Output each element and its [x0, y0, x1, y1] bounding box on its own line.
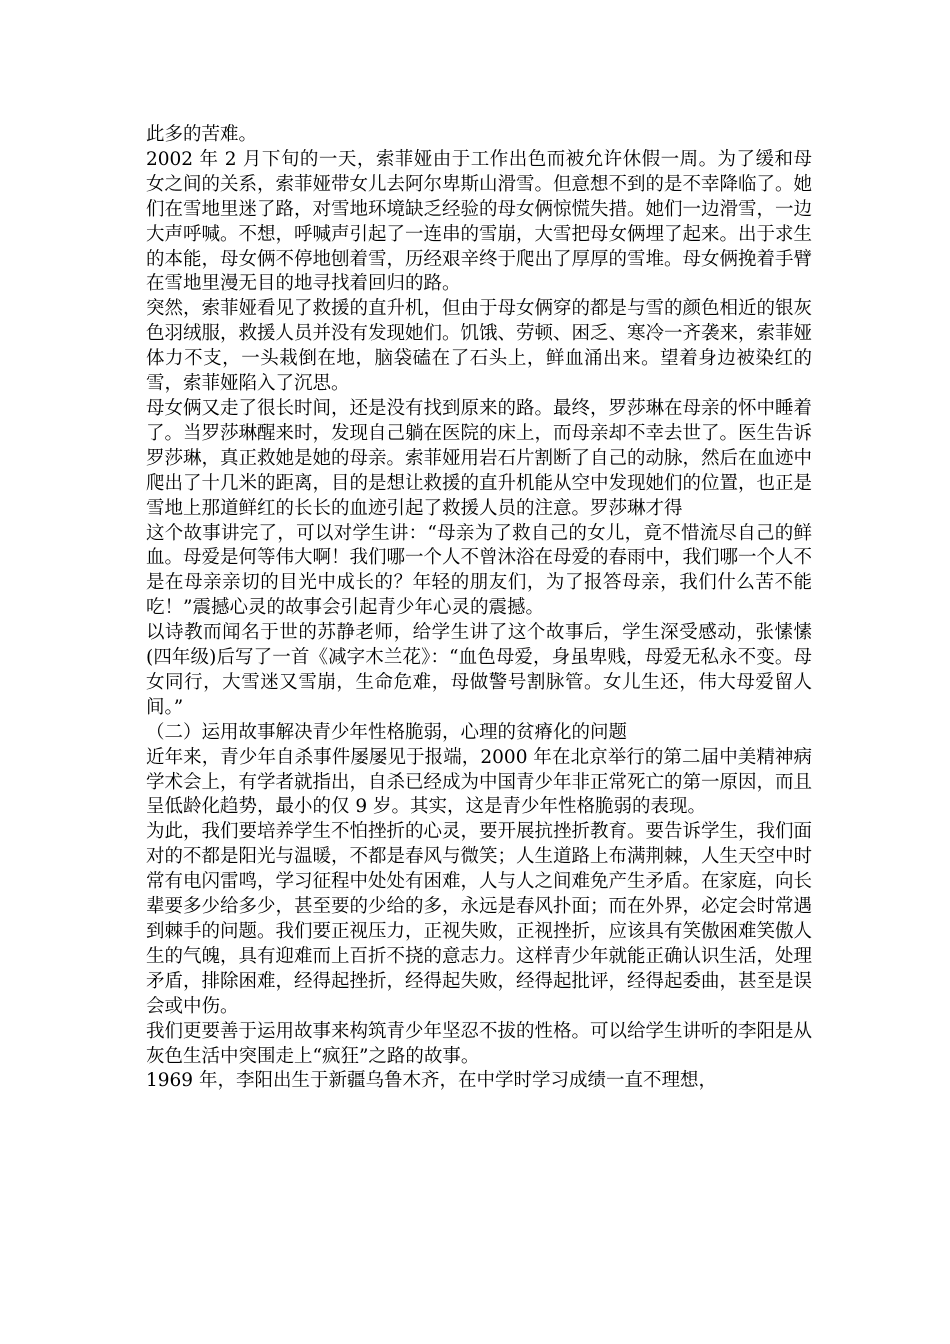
- paragraph-rescue: 母女俩又走了很长时间，还是没有找到原来的路。最终，罗莎琳在母亲的怀中睡着了。当罗莎琳醒来时，发现自己躺在医院的床上，而母亲却不幸去世了。医生告诉罗莎琳，真正救她是她的母亲。索菲娅用岩石片割断了自己的动脉，然后在血迹中爬出了十几米的距离，目的是想让救援的直升机能从空中发现她们的位置，也正是雪地上那道鲜红的长长的血迹引起了救援人员的注意。罗莎琳才得: [146, 397, 813, 519]
- paragraph-li-yang: 1969 年，李阳出生于新疆乌鲁木齐，在中学时学习成绩一直不理想，: [146, 1070, 717, 1092]
- paragraph-ski-trip: 2002 年 2 月下旬的一天，索菲娅由于工作出色而被允许休假一周。为了缓和母女之间的关系，索菲娅带女儿去阿尔卑斯山滑雪。但意想不到的是不幸降临了。她们在雪地里迷了路，对雪地环境缺乏经验的母女俩惊慌失措。她们一边滑雪，一边大声呼喊。不想，呼喊声引起了一连串的雪崩，大雪把母女俩埋了起来。出于求生的本能，母女俩不停地刨着雪，历经艰辛终于爬出了厚厚的雪堆。母女俩挽着手臂在雪地里漫无目的地寻找着回归的路。: [146, 148, 813, 295]
- paragraph-story-lesson: 这个故事讲完了，可以对学生讲：“母亲为了救自己的女儿，竟不惜流尽自己的鲜血。母爱是何等伟大啊！我们哪一个人不曾沐浴在母爱的春雨中，我们哪一个人不是在母亲亲切的目光中成长的？年轻的朋友们，为了报答母亲，我们什么苦不能吃！”震撼心灵的故事会引起青少年心灵的震撼。: [146, 522, 813, 619]
- document-page: [146, 123, 812, 1323]
- paragraph-poem: 以诗教而闻名于世的苏静老师，给学生讲了这个故事后，学生深受感动，张愫愫(四年级)后写了一首《减字木兰花》：“血色母爱，身虽卑贱，母爱无私永不变。母女同行，大雪迷又雪崩，生命危难，母做警号割脉管。女儿生还，伟大母爱留人间。”: [146, 622, 812, 718]
- paragraph-resilience: 为此，我们要培养学生不怕挫折的心灵，要开展抗挫折教育。要告诉学生，我们面对的不都是阳光与温暖，不都是春风与微笑；人生道路上布满荆棘，人生天空中时常有电闪雷鸣，学习征程中处处有困难，人与人之间难免产生矛盾。在家庭，向长辈要多少给多少，甚至要的少给的多，永远是春风扑面；而在外界，必定会时常遇到棘手的问题。我们要正视压力，正视失败，正视挫折，应该具有笑傲困难笑傲人生的气魄，具有迎难而上百折不挠的意志力。这样青少年就能正确认识生活，处理矛盾，排除困难，经得起挫折，经得起失败，经得起批评，经得起委曲，甚至是误会或中伤。: [146, 821, 813, 1017]
- paragraph-helicopter: 突然，索菲娅看见了救援的直升机，但由于母女俩穿的都是与雪的颜色相近的银灰色羽绒服，救援人员并没有发现她们。饥饿、劳顿、困乏、寒冷一齐袭来，索菲娅体力不支，一头栽倒在地，脑袋磕在了石头上，鲜血涌出来。望着身边被染红的雪，索菲娅陷入了沉思。: [146, 298, 813, 395]
- paragraph-continuation: 此多的苦难。: [146, 124, 258, 145]
- section-heading: （二）运用故事解决青少年性格脆弱，心理的贫瘠化的问题: [146, 721, 628, 743]
- paragraph-character: 我们更要善于运用故事来构筑青少年坚忍不拔的性格。可以给学生讲听的李阳是从灰色生活中突围走上“疯狂”之路的故事。: [146, 1020, 813, 1067]
- paragraph-suicide-stats: 近年来，青少年自杀事件屡屡见于报端，2000 年在北京举行的第二届中美精神病学术会上，有学者就指出，自杀已经成为中国青少年非正常死亡的第一原因，而且呈低龄化趋势，最小的仅 9 岁。其实，这是青少年性格脆弱的表现。: [146, 746, 813, 818]
